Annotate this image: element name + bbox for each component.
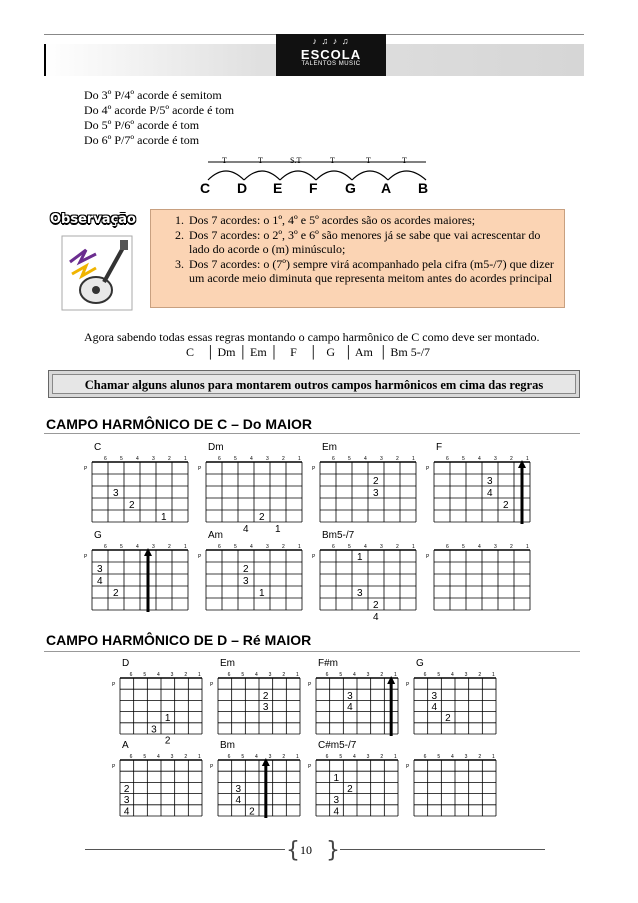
logo-subtitle: TALENTOS MUSIC xyxy=(301,61,361,67)
fretboard xyxy=(406,752,498,818)
string-number: 5 xyxy=(437,672,441,678)
rule-line: Do 6º P/7º acorde é tom xyxy=(84,133,200,147)
string-number: 1 xyxy=(184,456,187,462)
chord-name: F xyxy=(436,442,443,453)
scale-note: E xyxy=(273,180,283,196)
page-header xyxy=(44,34,584,76)
fretboard xyxy=(312,542,418,623)
string-number: 2 xyxy=(380,672,384,678)
finger-number: 3 xyxy=(431,690,438,702)
string-number: 4 xyxy=(255,672,258,678)
footer-bracket-right: } xyxy=(326,838,340,863)
string-number: 1 xyxy=(492,672,495,678)
chord-name: C#m5-/7 xyxy=(318,740,357,751)
guitar-icon xyxy=(56,232,136,312)
string-number: 3 xyxy=(464,672,468,678)
finger-number: 3 xyxy=(262,702,269,713)
rule-line: Do 3º P/4º acorde é semitom xyxy=(84,88,222,102)
finger-number: 3 xyxy=(373,488,379,499)
string-number: 1 xyxy=(412,456,415,462)
chord-name: D xyxy=(122,658,130,669)
chord-diagram xyxy=(84,442,190,524)
fretboard xyxy=(406,670,498,736)
finger-number: 4 xyxy=(487,488,493,499)
chord-name: Bm5-/7 xyxy=(322,530,355,541)
string-number: 1 xyxy=(526,544,529,550)
finger-number: 3 xyxy=(333,795,340,807)
fretboard xyxy=(198,542,304,612)
finger-number: 2 xyxy=(113,588,119,599)
interval-step: S.T xyxy=(290,156,302,165)
string-number: 3 xyxy=(494,544,497,550)
chord-grid-c xyxy=(84,442,554,623)
finger-number: 4 xyxy=(97,576,103,587)
activity-banner xyxy=(48,370,580,398)
string-number: 3 xyxy=(268,672,272,678)
string-number: 3 xyxy=(366,754,370,760)
string-number: 1 xyxy=(412,544,415,550)
logo-musicians-icon: ♪ ♫ ♪ ♫ xyxy=(312,36,350,46)
string-number: 2 xyxy=(184,754,188,760)
position-marker: P xyxy=(112,682,116,688)
string-number: 5 xyxy=(348,456,351,462)
fretboard xyxy=(312,454,418,524)
chord-name: Bm xyxy=(220,740,235,751)
string-number: 4 xyxy=(255,754,258,760)
fretboard xyxy=(426,454,532,524)
barre-mark xyxy=(147,552,150,612)
footer-rule-left xyxy=(85,849,285,850)
finger-number: 2 xyxy=(262,690,269,702)
string-number: 2 xyxy=(282,456,285,462)
observation-title: Observação xyxy=(50,212,136,227)
string-number: 5 xyxy=(348,544,351,550)
string-number: 2 xyxy=(396,544,399,550)
chord-diagram xyxy=(426,530,532,612)
finger-number: 2 xyxy=(243,564,249,575)
string-number: 1 xyxy=(184,544,187,550)
fretboard xyxy=(426,542,532,612)
finger-number: 3 xyxy=(357,588,363,599)
rule-line: Do 5º P/6º acorde é tom xyxy=(84,118,200,132)
string-number: 4 xyxy=(353,672,356,678)
string-number: 2 xyxy=(282,544,285,550)
string-number: 3 xyxy=(380,544,383,550)
position-marker: P xyxy=(406,764,410,770)
chord-name: G xyxy=(416,658,424,669)
string-number: 4 xyxy=(451,672,454,678)
fretboard xyxy=(210,670,302,736)
fretboard xyxy=(112,752,204,818)
chord-diagram xyxy=(84,530,190,612)
string-number: 1 xyxy=(526,456,529,462)
string-number: 2 xyxy=(168,456,171,462)
finger-number: 1 xyxy=(275,524,281,535)
string-number: 4 xyxy=(364,456,367,462)
finger-number: 2 xyxy=(347,784,353,795)
chord-name: Em xyxy=(220,658,235,669)
finger-number: 2 xyxy=(123,784,130,795)
string-number: 6 xyxy=(218,456,221,462)
string-number: 1 xyxy=(296,754,299,760)
finger-number: 2 xyxy=(503,500,509,511)
page-number: 10 xyxy=(300,843,312,857)
observation-item: 3. Dos 7 acordes: o (7º) sempre virá acompanhado pela cifra (m5-/7) que dizer um acorde meio diminuta que representa meitom antes do acordes principal xyxy=(187,257,564,286)
footer-rule-right xyxy=(340,849,545,850)
string-number: 4 xyxy=(157,672,160,678)
string-number: 5 xyxy=(241,672,245,678)
chord-name: C xyxy=(94,442,102,453)
logo-title: ESCOLA xyxy=(300,47,362,62)
string-number: 5 xyxy=(241,754,245,760)
string-number: 3 xyxy=(380,456,383,462)
string-number: 4 xyxy=(478,544,481,550)
position-marker: P xyxy=(312,466,316,472)
chord-sequence: C │ Dm │ Em │ F │ G │ Am │ Bm 5-/7 xyxy=(186,345,431,359)
string-number: 6 xyxy=(332,544,335,550)
finger-number: 4 xyxy=(123,806,130,818)
interval-rules xyxy=(84,88,234,148)
section-title-c: CAMPO HARMÔNICO DE C – Do MAIOR xyxy=(46,416,312,432)
finger-number: 3 xyxy=(235,784,242,795)
string-number: 1 xyxy=(492,754,495,760)
scale-note: G xyxy=(345,180,356,196)
string-number: 3 xyxy=(268,754,272,760)
observation-box xyxy=(150,209,565,308)
string-number: 5 xyxy=(120,544,123,550)
finger-number: 2 xyxy=(373,600,379,611)
string-number: 6 xyxy=(129,754,133,760)
position-marker: P xyxy=(406,682,410,688)
string-number: 1 xyxy=(198,754,201,760)
position-marker: P xyxy=(312,554,316,560)
section-rule xyxy=(44,651,580,652)
chord-diagram xyxy=(112,740,204,818)
school-logo xyxy=(276,34,386,76)
string-number: 6 xyxy=(446,544,449,550)
finger-number: 4 xyxy=(431,702,438,713)
section-title-d: CAMPO HARMÔNICO DE D – Ré MAIOR xyxy=(46,632,312,648)
string-number: 5 xyxy=(120,456,123,462)
position-marker: P xyxy=(426,554,430,560)
fretboard xyxy=(84,542,190,612)
chord-diagram xyxy=(406,740,498,818)
position-marker: P xyxy=(84,554,88,560)
string-number: 1 xyxy=(394,672,397,678)
string-number: 3 xyxy=(170,672,174,678)
string-number: 6 xyxy=(325,754,329,760)
chord-diagram xyxy=(112,658,204,747)
string-number: 6 xyxy=(104,544,107,550)
activity-banner-text: Chamar alguns alunos para montarem outros campos harmônicos em cima das regras xyxy=(52,374,576,394)
interval-step: T xyxy=(258,156,263,165)
footer-bracket-left: { xyxy=(286,838,300,863)
finger-number: 3 xyxy=(243,576,249,587)
string-number: 6 xyxy=(227,672,231,678)
rule-line: Do 4º acorde P/5º acorde é tom xyxy=(84,103,235,117)
finger-number: 3 xyxy=(347,690,353,702)
string-number: 2 xyxy=(478,754,482,760)
string-number: 3 xyxy=(152,456,155,462)
position-marker: P xyxy=(84,466,88,472)
barre-mark xyxy=(264,762,267,818)
string-number: 6 xyxy=(129,672,133,678)
scale-note: C xyxy=(200,180,211,196)
string-number: 3 xyxy=(170,754,174,760)
string-number: 1 xyxy=(298,456,301,462)
scale-note: F xyxy=(309,180,318,196)
string-number: 4 xyxy=(136,456,139,462)
finger-number: 3 xyxy=(151,724,157,736)
finger-number: 1 xyxy=(357,552,363,563)
chord-grid-d xyxy=(112,658,512,818)
finger-number: 2 xyxy=(373,476,379,487)
string-number: 4 xyxy=(136,544,139,550)
string-number: 2 xyxy=(510,544,513,550)
chord-diagram xyxy=(312,530,418,623)
chord-name: A xyxy=(122,740,129,751)
position-marker: P xyxy=(308,764,312,770)
interval-step: T xyxy=(402,156,407,165)
finger-number: 2 xyxy=(129,500,135,511)
string-number: 5 xyxy=(462,544,465,550)
fretboard xyxy=(308,670,400,736)
string-number: 5 xyxy=(339,672,343,678)
string-number: 6 xyxy=(423,672,427,678)
string-number: 6 xyxy=(332,456,335,462)
string-number: 5 xyxy=(234,456,237,462)
fretboard xyxy=(308,752,400,818)
finger-number: 4 xyxy=(235,795,242,807)
chord-diagram xyxy=(210,658,302,736)
string-number: 5 xyxy=(339,754,343,760)
chord-name: Em xyxy=(322,442,337,453)
position-marker: P xyxy=(210,682,214,688)
string-number: 2 xyxy=(184,672,188,678)
string-number: 4 xyxy=(250,456,253,462)
finger-number: 1 xyxy=(259,588,265,599)
fretboard xyxy=(198,454,304,535)
fretboard xyxy=(84,454,190,524)
position-marker: P xyxy=(112,764,116,770)
finger-number: 2 xyxy=(164,735,171,747)
interval-step: T xyxy=(366,156,371,165)
chord-diagram xyxy=(312,442,418,524)
string-number: 4 xyxy=(353,754,356,760)
string-number: 4 xyxy=(478,456,481,462)
intro-paragraph: Agora sabendo todas essas regras montando o campo harmônico de C como deve ser montado. xyxy=(84,330,540,344)
string-number: 6 xyxy=(325,672,329,678)
string-number: 4 xyxy=(157,754,160,760)
scale-note: B xyxy=(418,180,429,196)
finger-number: 4 xyxy=(243,524,249,535)
chord-diagram xyxy=(198,442,304,535)
string-number: 6 xyxy=(104,456,107,462)
finger-number: 3 xyxy=(123,795,130,807)
string-number: 4 xyxy=(250,544,253,550)
string-number: 6 xyxy=(446,456,449,462)
position-marker: P xyxy=(426,466,430,472)
string-number: 6 xyxy=(218,544,221,550)
chord-name: Dm xyxy=(208,442,224,453)
header-left-edge xyxy=(44,44,46,76)
string-number: 5 xyxy=(462,456,465,462)
string-number: 2 xyxy=(478,672,482,678)
string-number: 2 xyxy=(282,672,286,678)
chord-name: F#m xyxy=(318,658,338,669)
string-number: 1 xyxy=(296,672,299,678)
chord-diagram xyxy=(308,658,400,736)
finger-number: 4 xyxy=(373,612,379,623)
chord-diagram xyxy=(406,658,498,736)
fretboard xyxy=(112,670,204,747)
string-number: 5 xyxy=(143,672,147,678)
observation-item: 1. Dos 7 acordes: o 1º, 4º e 5º acordes são os acordes maiores; xyxy=(187,213,564,228)
string-number: 6 xyxy=(423,754,427,760)
chord-diagram xyxy=(210,740,302,818)
scale-note: A xyxy=(381,180,392,196)
chord-diagram xyxy=(198,530,304,612)
string-number: 5 xyxy=(234,544,237,550)
string-number: 3 xyxy=(152,544,155,550)
finger-number: 1 xyxy=(333,772,340,784)
observation-list xyxy=(151,213,564,286)
scale-note: D xyxy=(237,180,248,196)
finger-number: 4 xyxy=(347,702,353,713)
string-number: 2 xyxy=(510,456,513,462)
finger-number: 2 xyxy=(259,512,265,523)
string-number: 5 xyxy=(143,754,147,760)
string-number: 2 xyxy=(396,456,399,462)
chord-diagram xyxy=(426,442,532,524)
position-marker: P xyxy=(198,554,202,560)
finger-number: 1 xyxy=(164,713,171,725)
position-marker: P xyxy=(308,682,312,688)
string-number: 5 xyxy=(437,754,441,760)
position-marker: P xyxy=(210,764,214,770)
section-rule xyxy=(44,433,580,434)
position-marker: P xyxy=(198,466,202,472)
barre-mark xyxy=(390,680,393,736)
string-number: 1 xyxy=(394,754,397,760)
finger-number: 1 xyxy=(161,512,167,523)
string-number: 2 xyxy=(168,544,171,550)
observation-item: 2. Dos 7 acordes: o 2º, 3º e 6º são menores já se sabe que vai acrescentar do lado do acorde o (m) minúsculo; xyxy=(187,228,564,257)
chord-name: G xyxy=(94,530,102,541)
string-number: 6 xyxy=(227,754,231,760)
chord-diagram xyxy=(308,740,400,818)
string-number: 2 xyxy=(380,754,384,760)
string-number: 1 xyxy=(198,672,201,678)
barre-mark xyxy=(521,464,524,524)
finger-number: 4 xyxy=(333,806,340,818)
string-number: 3 xyxy=(366,672,370,678)
finger-number: 3 xyxy=(97,564,103,575)
finger-number: 3 xyxy=(113,488,119,499)
chord-name: Am xyxy=(208,530,223,541)
string-number: 4 xyxy=(364,544,367,550)
string-number: 3 xyxy=(464,754,468,760)
string-number: 3 xyxy=(266,456,269,462)
string-number: 3 xyxy=(494,456,497,462)
string-number: 3 xyxy=(266,544,269,550)
finger-number: 2 xyxy=(249,806,255,818)
finger-number: 2 xyxy=(445,713,451,725)
interval-step: T xyxy=(330,156,335,165)
string-number: 4 xyxy=(451,754,454,760)
string-number: 1 xyxy=(298,544,301,550)
interval-step: T xyxy=(222,156,227,165)
scale-interval-diagram xyxy=(200,156,440,198)
fretboard xyxy=(210,752,302,818)
string-number: 2 xyxy=(282,754,286,760)
finger-number: 3 xyxy=(487,476,493,487)
